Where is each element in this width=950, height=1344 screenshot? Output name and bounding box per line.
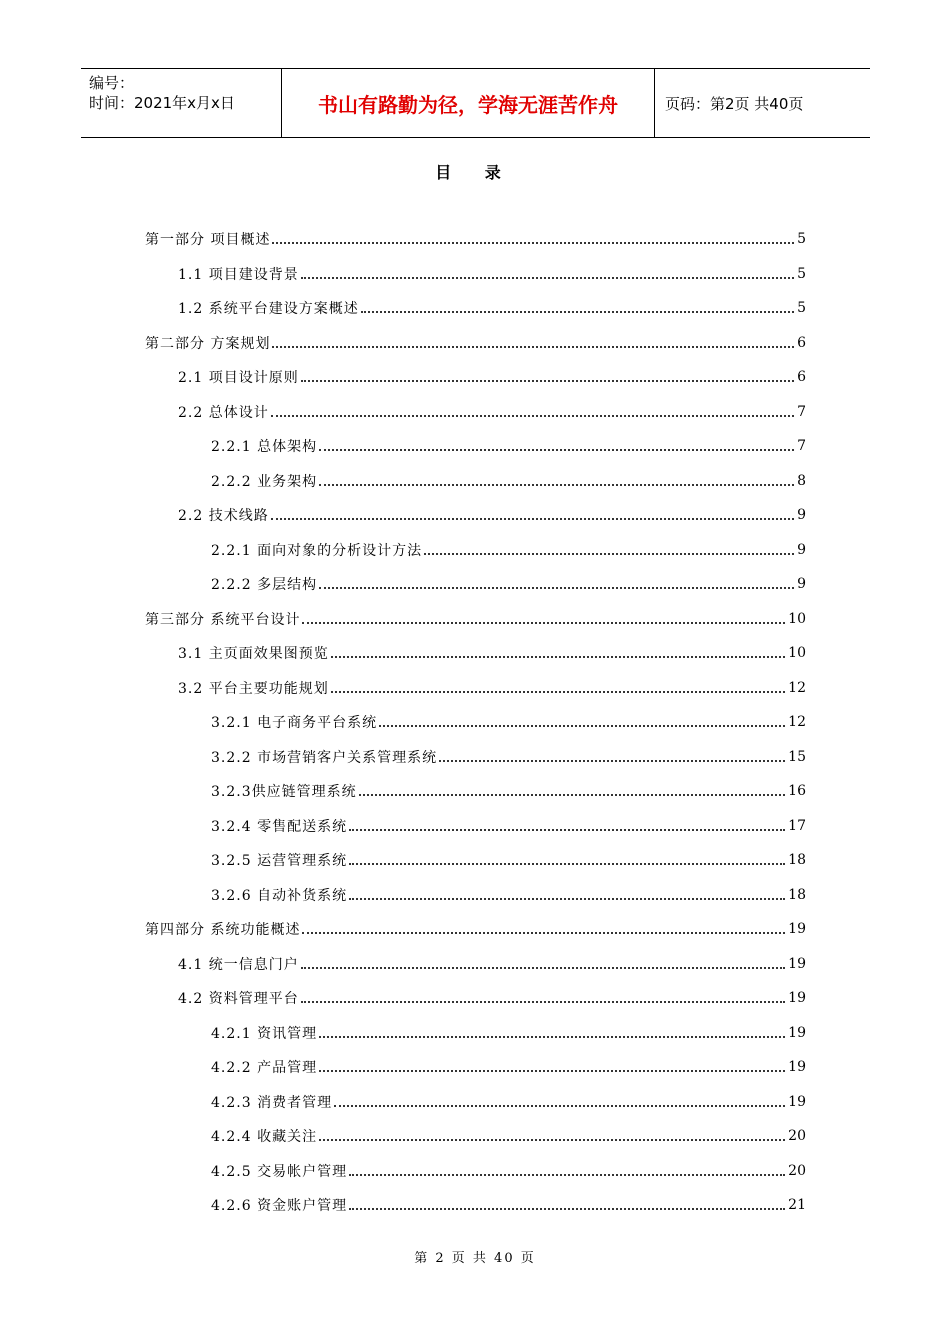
toc-entry-title: 第二部分 方案规划: [145, 335, 271, 352]
toc-entry[interactable]: [178, 257, 806, 291]
toc-entry[interactable]: [145, 326, 806, 360]
toc-entry[interactable]: [178, 981, 806, 1015]
toc-entry[interactable]: [211, 843, 806, 877]
toc-entry-title: 2.2.2 业务架构: [211, 473, 318, 490]
toc-dot-leader: [349, 829, 785, 831]
toc-entry[interactable]: [178, 947, 806, 981]
toc-entry-page: 19: [788, 955, 806, 972]
toc-entry-title: 4.1 统一信息门户: [178, 956, 299, 973]
toc-entry-page: 9: [797, 507, 806, 523]
toc-entry[interactable]: [211, 464, 806, 498]
toc-dot-leader: [361, 311, 794, 313]
toc-entry-title: 4.2.5 交易帐户管理: [211, 1163, 348, 1180]
header-page-info-cell: [655, 69, 870, 137]
toc-entry-title: 3.2.5 运营管理系统: [211, 853, 348, 869]
toc-entry[interactable]: [178, 498, 806, 532]
toc-entry[interactable]: [211, 1085, 806, 1119]
toc-entry-title: 2.2 技术线路: [178, 508, 269, 524]
toc-dot-leader: [349, 898, 785, 900]
header-motto: 书山有路勤为径，学海无涯苦作舟: [318, 92, 618, 117]
toc-entry-title: 4.2.1 资讯管理: [211, 1025, 318, 1042]
toc-dot-leader: [331, 691, 785, 693]
toc-entry-title: 2.2.1 总体架构: [211, 439, 318, 455]
toc-entry[interactable]: [211, 429, 806, 463]
toc-dot-leader: [349, 1174, 785, 1176]
toc-entry-page: 19: [788, 1059, 806, 1075]
toc-title: 目 录: [435, 163, 515, 182]
toc-dot-leader: [302, 622, 785, 624]
toc-entry-page: 5: [797, 265, 806, 282]
toc-entry-title: 第四部分 系统功能概述: [145, 922, 301, 938]
toc-dot-leader: [272, 242, 794, 244]
toc-dot-leader: [319, 1036, 785, 1038]
toc-entry-title: 3.2 平台主要功能规划: [178, 680, 329, 697]
toc-dot-leader: [331, 656, 785, 658]
toc-entry-title: 4.2.4 收藏关注: [211, 1129, 318, 1145]
toc-dot-leader: [301, 967, 785, 969]
toc-entry-page: 18: [788, 852, 806, 868]
toc-entry[interactable]: [211, 533, 806, 567]
toc-entry-title: 3.2.3供应链管理系统: [211, 784, 357, 800]
toc-entry-page: 7: [797, 438, 806, 454]
document-time: 时间：2021年x月x日: [89, 94, 235, 112]
toc-entry-title: 3.2.4 零售配送系统: [211, 818, 348, 835]
toc-dot-leader: [272, 346, 794, 348]
toc-entry-page: 9: [797, 541, 806, 558]
toc-entry[interactable]: [178, 671, 806, 705]
toc-entry[interactable]: [211, 1016, 806, 1050]
toc-entry[interactable]: [211, 1119, 806, 1153]
toc-entry[interactable]: [145, 912, 806, 946]
toc-dot-leader: [319, 1139, 785, 1141]
toc-dot-leader: [302, 932, 785, 934]
toc-entry[interactable]: [178, 636, 806, 670]
header-motto-cell: [282, 69, 655, 137]
toc-dot-leader: [379, 725, 785, 727]
toc-entry[interactable]: [211, 567, 806, 601]
toc-entry-page: 10: [788, 645, 806, 661]
toc-entry-page: 5: [797, 300, 806, 316]
page-header: [81, 68, 870, 138]
toc-dot-leader: [349, 863, 785, 865]
toc-entry-title: 第一部分 项目概述: [145, 232, 271, 248]
toc-entry-page: 12: [788, 714, 806, 730]
toc-entry-page: 20: [788, 1128, 806, 1144]
toc-entry-title: 1.1 项目建设背景: [178, 266, 299, 283]
toc-entry[interactable]: [178, 291, 806, 325]
toc-entry-page: 12: [788, 679, 806, 696]
toc-entry-page: 10: [788, 610, 806, 627]
toc-entry-page: 17: [788, 817, 806, 834]
toc-dot-leader: [349, 1208, 785, 1210]
toc-entry-title: 2.2.1 面向对象的分析设计方法: [211, 542, 423, 559]
toc-dot-leader: [319, 449, 794, 451]
document-number-label: 编号：: [89, 74, 135, 92]
toc-entry[interactable]: [211, 809, 806, 843]
toc-entry[interactable]: [178, 395, 806, 429]
toc-entry[interactable]: [211, 740, 806, 774]
toc-entry-page: 5: [797, 231, 806, 247]
toc-dot-leader: [271, 518, 794, 520]
toc-entry[interactable]: [211, 1050, 806, 1084]
toc-dot-leader: [301, 380, 794, 382]
toc-dot-leader: [319, 1070, 785, 1072]
header-page-info: 页码：第2页 共40页: [665, 94, 804, 113]
toc-entry-page: 19: [788, 990, 806, 1006]
toc-dot-leader: [319, 484, 794, 486]
toc-entry-page: 20: [788, 1162, 806, 1179]
toc-entry-title: 4.2.2 产品管理: [211, 1060, 318, 1076]
toc-entry-title: 4.2.6 资金账户管理: [211, 1198, 348, 1214]
toc-entry-page: 16: [788, 783, 806, 799]
toc-dot-leader: [301, 277, 794, 279]
toc-entry[interactable]: [211, 878, 806, 912]
toc-entry[interactable]: [145, 222, 806, 256]
toc-entry-page: 6: [797, 369, 806, 385]
page-footer: 第 2 页 共 40 页: [414, 1251, 536, 1266]
toc-entry-page: 9: [797, 576, 806, 592]
toc-entry-page: 18: [788, 886, 806, 903]
toc-entry[interactable]: [211, 774, 806, 808]
toc-entry-page: 7: [797, 403, 806, 420]
toc-entry-title: 2.2.2 多层结构: [211, 577, 318, 593]
toc-entry-title: 2.2 总体设计: [178, 404, 269, 421]
toc-entry-title: 2.1 项目设计原则: [178, 370, 299, 386]
toc-entry-page: 19: [788, 1093, 806, 1110]
toc-entry[interactable]: [211, 1188, 806, 1222]
toc-entry[interactable]: [145, 602, 806, 636]
toc-entry-page: 19: [788, 921, 806, 937]
toc-entry[interactable]: [211, 1154, 806, 1188]
toc-entry-page: 19: [788, 1024, 806, 1041]
toc-entry-title: 4.2.3 消费者管理: [211, 1094, 333, 1111]
toc-entry-page: 6: [797, 334, 806, 351]
toc-dot-leader: [334, 1105, 785, 1107]
toc-dot-leader: [301, 1001, 785, 1003]
toc-entry-title: 3.2.2 市场营销客户关系管理系统: [211, 749, 438, 766]
toc-entry-title: 1.2 系统平台建设方案概述: [178, 301, 359, 317]
toc-entry-title: 4.2 资料管理平台: [178, 991, 299, 1007]
toc-entry[interactable]: [178, 360, 806, 394]
toc-dot-leader: [319, 587, 794, 589]
toc-entry-title: 3.1 主页面效果图预览: [178, 646, 329, 662]
toc-entry-title: 第三部分 系统平台设计: [145, 611, 301, 628]
toc-entry-title: 3.2.1 电子商务平台系统: [211, 715, 378, 731]
toc-entry-page: 15: [788, 748, 806, 765]
toc-entry-title: 3.2.6 自动补货系统: [211, 887, 348, 904]
toc-entry[interactable]: [211, 705, 806, 739]
toc-dot-leader: [359, 794, 786, 796]
toc-dot-leader: [424, 553, 794, 555]
toc-dot-leader: [271, 415, 794, 417]
toc-dot-leader: [439, 760, 785, 762]
header-left-cell: [81, 69, 282, 137]
toc-entry-page: 21: [788, 1197, 806, 1213]
toc-entry-page: 8: [797, 472, 806, 489]
